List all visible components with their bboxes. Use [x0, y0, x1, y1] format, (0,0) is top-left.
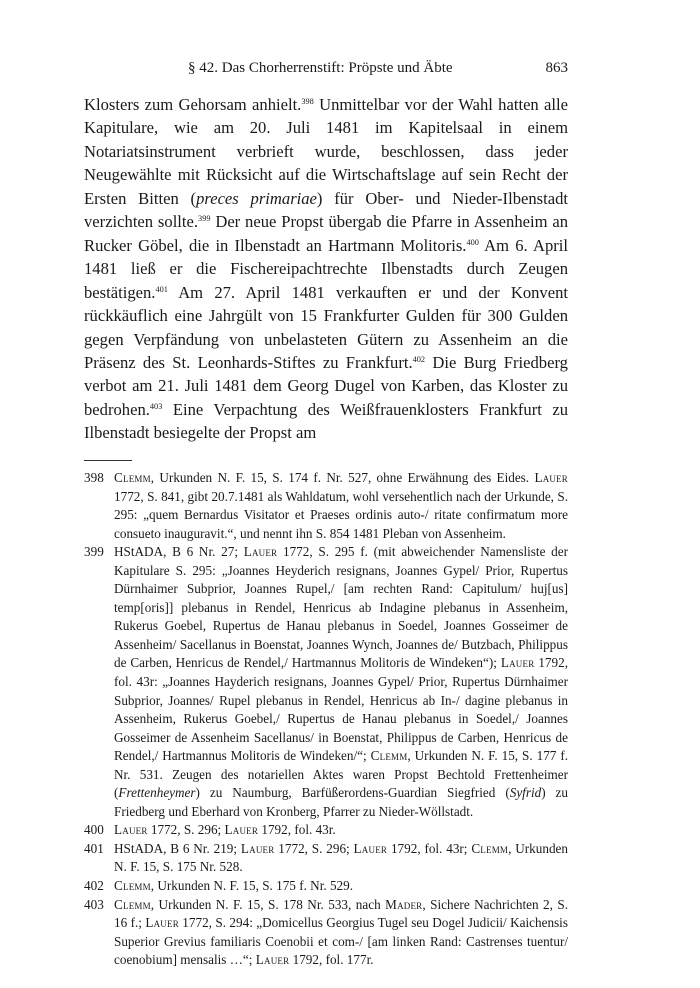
author-name: Lauer [114, 822, 148, 838]
footnote-text: ) zu Naumburg, Barfüßerordens-Guardian Siegfried ( [195, 785, 510, 801]
latin-term: preces primariae [196, 188, 317, 208]
author-name: Lauer [500, 655, 535, 671]
footnotes [84, 469, 568, 970]
page-number: 863 [545, 60, 568, 76]
footnote-ref-403[interactable]: 403 [149, 401, 163, 411]
author-name: Lauer [534, 470, 568, 485]
footnote-separator [84, 460, 132, 461]
footnote-403 [84, 896, 568, 970]
footnote-number: 399 [84, 544, 104, 560]
author-name: Mader [385, 896, 423, 912]
footnote-text: , Sichere Nachrichten 2, S. 16 f.; [114, 896, 568, 931]
footnote-401 [84, 840, 568, 877]
footnote-text: 1792, fol. 177r. [289, 952, 374, 968]
footnote-text: 1792, fol. 43r. [258, 822, 336, 838]
author-name: Lauer [243, 544, 278, 560]
footnote-text: 1772, S. 296; [147, 822, 225, 838]
text-run: Am 27. April 1481 verkauften er und der Konvent rückkäuflich eine Jahrgült von 15 Frankfurter Gulden für 300 Gulden gegen Verpfändung von unbelasteten Gütern zu Assenheim an die Präsenz des St. Leonhards-Stiftes zu Frankfurt. [84, 282, 568, 372]
footnote-text: HStADA, B 6 Nr. 219; [114, 840, 241, 856]
footnote-text: 1772, S. 841, gibt 20.7.1481 als Wahldatum, wohl versehentlich nach der Urkunde, S. 295: „quem Bernardus Visitator et Praeses ordinis auto-/ ritate confirmatum more consueto inauguravit.“, und nennt ihn S. 854 1481 Pleban von Assenheim. [114, 488, 568, 541]
footnote-text: , Urkunden N. F. 15, S. 178 Nr. 533, nach [150, 896, 386, 912]
footnote-400 [84, 821, 568, 840]
footnote-text: , Urkunden N. F. 15, S. 175 f. Nr. 529. [150, 878, 354, 894]
author-name: Clemm [471, 840, 509, 856]
text-run: Am 6. April 1481 ließ er die Fischereipachtrechte Ilbenstadts durch Zeugen bestätigen. [84, 235, 568, 302]
author-name: Clemm [114, 878, 151, 894]
footnote-text: 1792, fol. 43r: „Joannes Hayderich resignans, Joannes Gypel/ Prior, Rupertus Dürnhaimer Subprior, Joannes/ Rupel plebanus in Rendel, Henricus ab In-/ dagine plebanus in Assenheim, Rukerus Goebel,/ Rupertus de Hanau plebanus in Soedel,/ Joannes Gosseimer de Assenheim Sacellanus/ in Boenstat, Philippus de Carben, Henricus de Rendel,/ Hartmannus Molitoris de Windeken/“; [114, 655, 569, 764]
text-run: Unmittelbar vor der Wahl hatten alle Kapitulare, wie am 20. Juli 1481 im Kapitelsaal in einem Notariatsinstrument verbrieft wurde, beschlossen, dass jeder Neugewählte mit Rücksicht auf die Wirtschaftslage auf sein Recht der Ersten Bitten ( [84, 95, 568, 208]
footnote-number: 401 [84, 840, 104, 856]
footnote-ref-399[interactable]: 399 [198, 214, 211, 224]
text-run: ) für Ober- und Nieder-Ilbenstadt verzichten sollte. [84, 188, 568, 232]
footnote-number: 403 [84, 896, 104, 912]
text-run: Die Burg Friedberg verbot am 21. Juli 1481 dem Georg Dugel von Karben, das Kloster zu bedrohen. [84, 352, 568, 419]
author-name: Lauer [240, 840, 275, 856]
text-run: Klosters zum Gehorsam anhielt. [84, 95, 302, 114]
footnote-ref-398[interactable]: 398 [301, 96, 314, 106]
footnote-text: HStADA, B 6 Nr. 27; [114, 544, 244, 560]
name-variant: Frettenheymer [118, 785, 196, 801]
footnote-text: ) zu Friedberg und Eberhard von Kronberg, Pfarrer zu Nieder-Wöllstadt. [114, 785, 569, 819]
name-variant: Syfrid [509, 785, 542, 801]
footnote-text: 1792, fol. 43r; [387, 840, 472, 856]
author-name: Lauer [353, 840, 388, 856]
footnote-399 [84, 543, 568, 821]
footnote-ref-401[interactable]: 401 [155, 284, 168, 294]
footnote-ref-402[interactable]: 402 [412, 354, 426, 364]
footnote-text: 1772, S. 295 f. (mit abweichender Namensliste der Kapitulare S. 295: „Joannes Heyderich resignans, Joannes Gypel/ Prior, Rupertus Dürnhaimer Subprior, Joannes Rupel,/ [am rechten Rand: Capitulum/ huj[us] temp[oris]] plebanus in Rendel, Henricus ab Indagine plebanus in Assenheim, Rukerus Goebel, Rupertus de Hanau plebanus in Soedel, Joannes Gosseimer de Assenheim/ Sacellanus in Boenstat, Joannes Wynch, Joannes de/ Butzbach, Philippus de Carben, Henricus de Rendel,/ Hartmannus Molitoris de Windeken“); [114, 544, 568, 671]
footnote-text: , Urkunden N. F. 15, S. 175 Nr. 528. [114, 840, 568, 875]
author-name: Lauer [255, 952, 290, 968]
author-name: Clemm [370, 748, 408, 764]
running-title: § 42. Das Chorherrenstift: Pröpste und Äbte [188, 60, 453, 76]
footnote-number: 400 [84, 822, 104, 838]
footnote-number: 398 [84, 470, 104, 485]
footnote-text: 1772, S. 294: „Domicellus Georgius Tugel seu Dogel Judicii/ Kaichensis Superior Grevius familiaris Coenobii et com-/ [am linken Rand: Castrenses tuentur/ coenobium] mensalis …“; [114, 915, 568, 968]
author-name: Clemm [114, 470, 151, 485]
footnote-ref-400[interactable]: 400 [466, 237, 479, 247]
running-header [84, 60, 568, 82]
footnote-402 [84, 877, 568, 896]
footnote-number: 402 [84, 878, 104, 894]
text-run: Der neue Propst übergab die Pfarre in Assenheim an Rucker Göbel, die in Ilbenstadt an Hartmann Molitoris. [84, 212, 568, 255]
text-run: Eine Verpachtung des Weißfrauenklosters Frankfurt zu Ilbenstadt besiegelte der Propst am [84, 399, 568, 443]
footnote-text: 1772, S. 296; [274, 840, 354, 856]
footnote-text: , Urkunden N. F. 15, S. 177 f. Nr. 531. Zeugen des notariellen Aktes waren Propst Bechtold Frettenheimer ( [114, 748, 569, 801]
author-name: Lauer [224, 822, 259, 838]
body-paragraph [84, 93, 568, 445]
footnote-398 [84, 469, 568, 543]
author-name: Clemm [114, 896, 151, 912]
footnote-text: , Urkunden N. F. 15, S. 174 f. Nr. 527, ohne Erwähnung des Eides. [150, 470, 535, 485]
main-text [84, 93, 568, 445]
author-name: Lauer [145, 915, 179, 931]
